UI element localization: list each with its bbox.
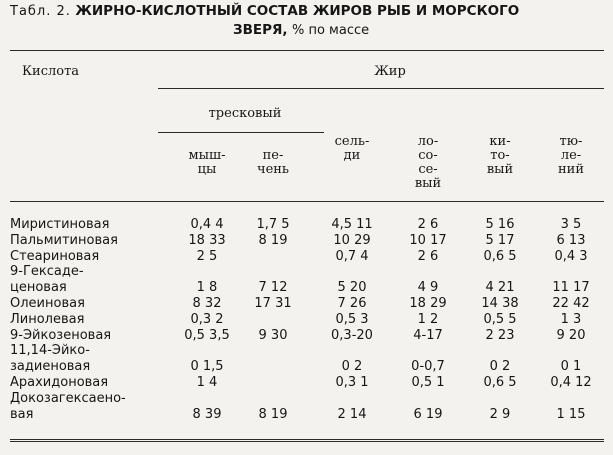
cell-r9-c3: 0,3 1 — [335, 375, 369, 390]
cell-r3-c1: 2 5 — [196, 248, 218, 264]
column-header-6-line-1: тю- — [559, 134, 583, 149]
cell-r6-c6: 1 3 — [560, 311, 582, 327]
cell-r1-c4: 2 6 — [417, 217, 439, 232]
cell-r5-c3: 7 26 — [337, 296, 367, 311]
table-title — [10, 2, 610, 40]
cell-r1-c1: 0,4 4 — [190, 217, 224, 232]
cell-r8-c5: 0 2 — [489, 359, 511, 375]
cell-r9-c6: 0,4 12 — [550, 375, 592, 390]
cell-r3-c3: 0,7 4 — [335, 248, 369, 264]
cell-r4-c4: 4 9 — [417, 280, 439, 296]
cell-r5-c1: 8 32 — [192, 296, 222, 311]
cell-r7-c2: 9 30 — [258, 327, 288, 343]
cell-r7-c4: 4-17 — [413, 327, 443, 343]
bottom-rule — [10, 439, 604, 442]
row-name-5: Олеиновая — [10, 296, 85, 311]
cell-r10-c1: 8 39 — [192, 406, 222, 422]
table-title-line2: ЗВЕРЯ, — [233, 22, 288, 38]
column-header-2-line-2: чень — [256, 162, 290, 177]
cell-r6-c3: 0,5 3 — [335, 311, 369, 327]
cell-r7-c3: 0,3-20 — [331, 327, 373, 343]
column-header-6-line-3: ний — [558, 162, 584, 177]
header-acid: Кислота — [22, 64, 80, 79]
cell-r4-c5: 4 21 — [485, 280, 515, 296]
cell-r5-c2: 17 31 — [254, 296, 292, 311]
cell-r4-c1: 1 8 — [196, 280, 218, 296]
table-label: Табл. 2. — [10, 4, 71, 19]
cell-r1-c5: 5 16 — [485, 217, 515, 232]
cell-r2-c4: 10 17 — [409, 232, 447, 248]
column-header-1-line-1: мыш- — [188, 148, 226, 163]
cell-r7-c1: 0,5 3,5 — [184, 327, 230, 343]
column-header-2-line-1: пе- — [262, 148, 284, 163]
cell-r5-c5: 14 38 — [481, 296, 519, 311]
row-name-8-line-2: задиеновая — [10, 359, 91, 375]
cell-r10-c6: 1 15 — [556, 406, 586, 422]
cell-r2-c1: 18 33 — [188, 232, 226, 248]
row-name-10-line-1: Докозагексаено- — [10, 390, 126, 406]
cell-r4-c3: 5 20 — [337, 280, 367, 296]
cell-r8-c6: 0 1 — [560, 359, 582, 375]
row-name-6: Линолевая — [10, 311, 85, 327]
cell-r2-c6: 6 13 — [556, 232, 586, 248]
row-name-4-line-1: 9-Гексаде- — [10, 264, 84, 280]
row-name-3: Стеариновая — [10, 248, 100, 264]
top-rule — [10, 50, 604, 51]
cell-r6-c5: 0,5 5 — [483, 311, 517, 327]
cell-r2-c5: 5 17 — [485, 232, 515, 248]
fat-rule — [158, 88, 604, 89]
cell-r10-c2: 8 19 — [258, 406, 288, 422]
header-bottom-rule — [10, 201, 604, 202]
cell-r4-c6: 11 17 — [552, 280, 590, 296]
column-header-5-line-3: вый — [486, 162, 514, 177]
cell-r5-c6: 22 42 — [552, 296, 590, 311]
cell-r6-c1: 0,3 2 — [190, 311, 224, 327]
cell-r6-c4: 1 2 — [417, 311, 439, 327]
row-name-9: Арахидоновая — [10, 375, 109, 390]
row-name-1: Миристиновая — [10, 217, 110, 232]
column-header-6-line-2: ле- — [560, 148, 582, 163]
row-name-4-line-2: ценовая — [10, 280, 67, 296]
cell-r8-c4: 0-0,7 — [411, 359, 445, 375]
cell-r1-c3: 4,5 11 — [331, 217, 373, 232]
column-header-5-line-2: то- — [490, 148, 510, 163]
cell-r5-c4: 18 29 — [409, 296, 447, 311]
row-name-2: Пальмитиновая — [10, 232, 118, 248]
cell-r2-c3: 10 29 — [333, 232, 371, 248]
row-name-10-line-2: вая — [10, 406, 34, 422]
column-header-3-line-2: ди — [343, 148, 361, 163]
cell-r1-c6: 3 5 — [560, 217, 582, 232]
cell-r9-c5: 0,6 5 — [483, 375, 517, 390]
cell-r9-c1: 1 4 — [196, 375, 218, 390]
column-header-5-line-1: ки- — [489, 134, 511, 149]
table-title-line1: ЖИРНО-КИСЛОТНЫЙ СОСТАВ ЖИРОВ РЫБ И МОРСКОГО — [75, 3, 520, 19]
cell-r7-c5: 2 23 — [485, 327, 515, 343]
header-group-cod: тресковый — [208, 106, 282, 121]
column-header-4-line-2: со- — [418, 148, 438, 163]
cell-r3-c5: 0,6 5 — [483, 248, 517, 264]
cell-r10-c4: 6 19 — [413, 406, 443, 422]
column-header-1-line-2: цы — [197, 162, 217, 177]
cell-r4-c2: 7 12 — [258, 280, 288, 296]
cell-r10-c3: 2 14 — [337, 406, 367, 422]
cell-r9-c4: 0,5 1 — [411, 375, 445, 390]
column-header-3-line-1: сель- — [334, 134, 370, 149]
cod-rule — [158, 132, 324, 133]
cell-r7-c6: 9 20 — [556, 327, 586, 343]
cell-r10-c5: 2 9 — [489, 406, 511, 422]
cell-r2-c2: 8 19 — [258, 232, 288, 248]
column-header-4-line-3: се- — [418, 162, 438, 177]
table-title-unit: % по массе — [291, 23, 370, 38]
column-header-4-line-4: вый — [414, 176, 442, 191]
cell-r1-c2: 1,7 5 — [256, 217, 290, 232]
cell-r3-c6: 0,4 3 — [554, 248, 588, 264]
cell-r3-c4: 2 6 — [417, 248, 439, 264]
row-name-7: 9-Эйкозеновая — [10, 327, 112, 343]
cell-r8-c3: 0 2 — [341, 359, 363, 375]
cell-r8-c1: 0 1,5 — [190, 359, 224, 375]
column-header-4-line-1: ло- — [417, 134, 439, 149]
row-name-8-line-1: 11,14-Эйко- — [10, 343, 90, 359]
header-fat: Жир — [374, 64, 406, 79]
